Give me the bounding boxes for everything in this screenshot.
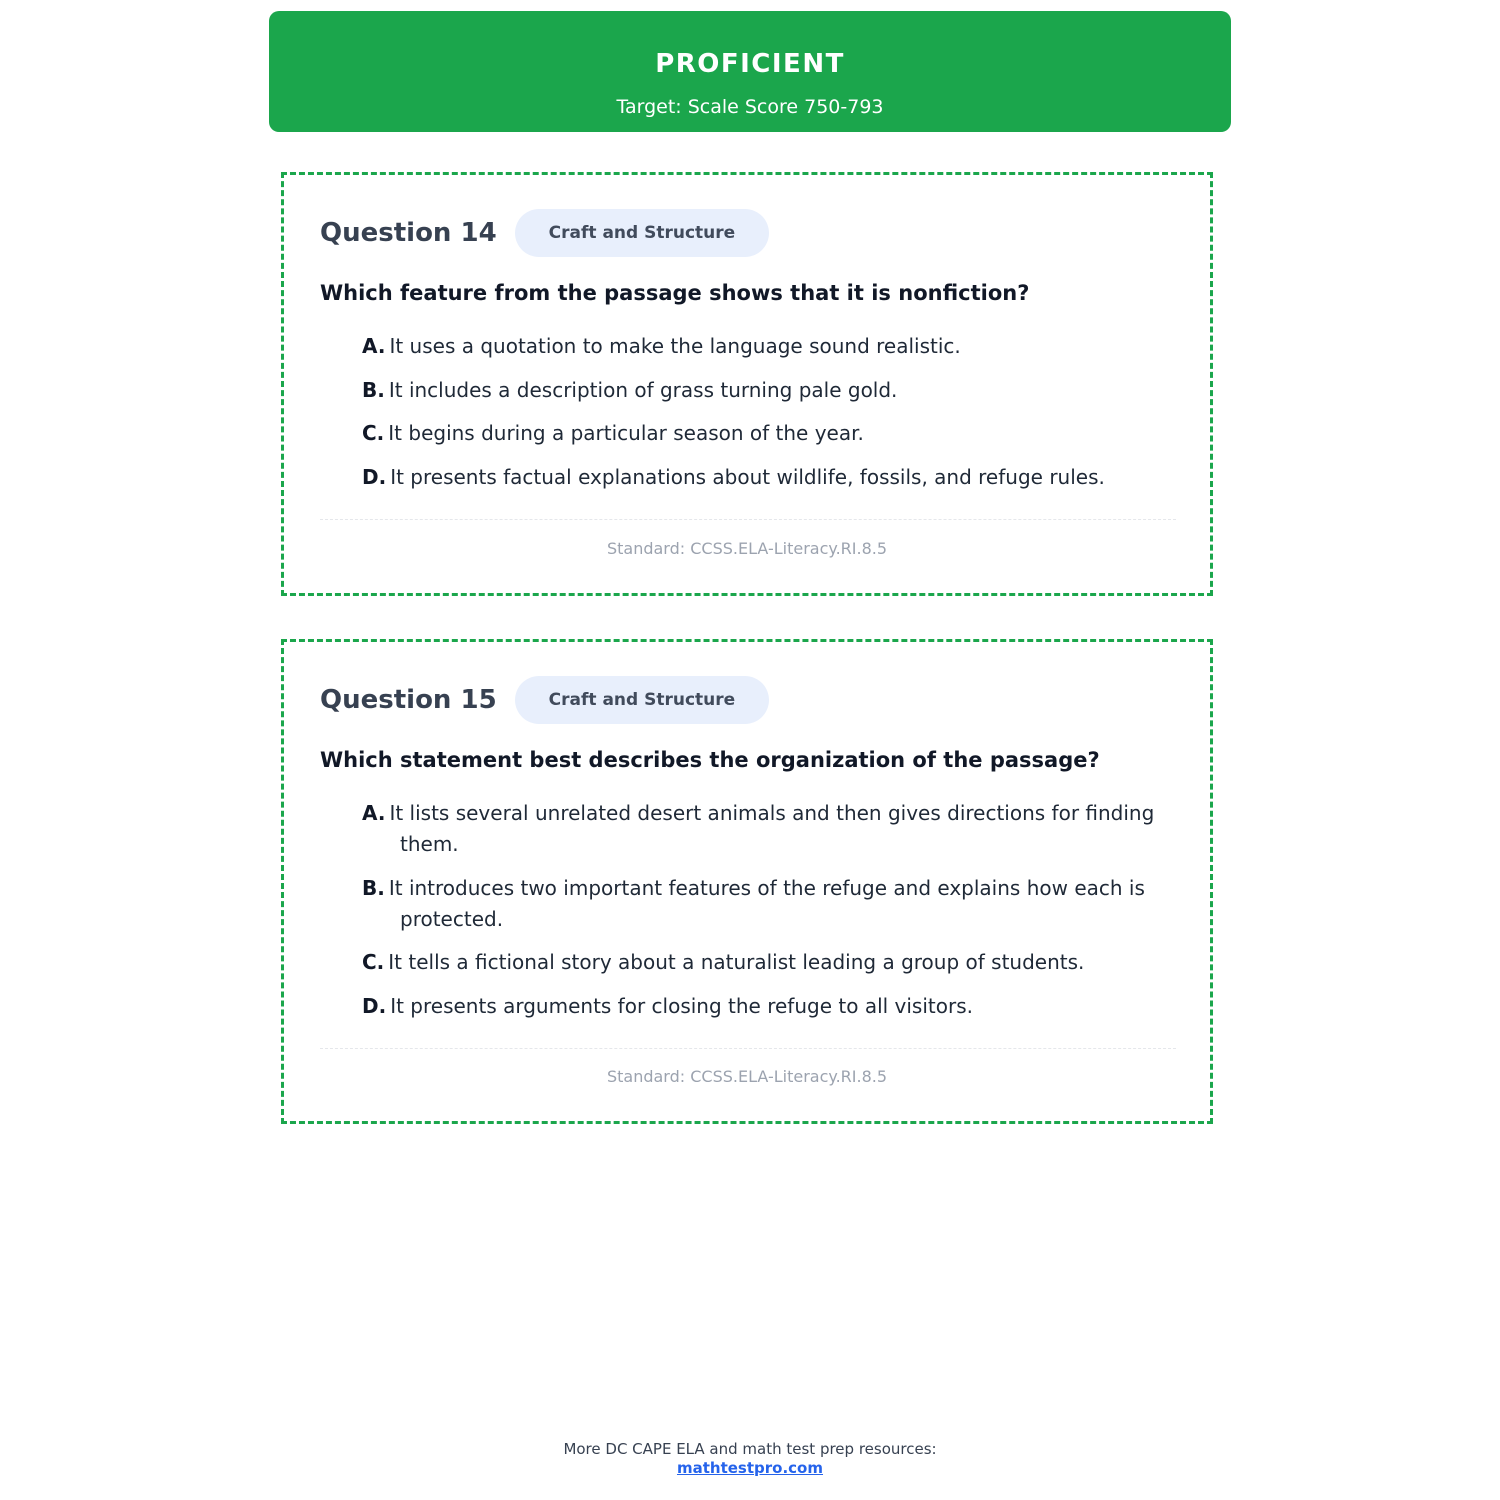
question-header bbox=[320, 675, 769, 725]
question-prompt: Which statement best describes the organization of the passage? bbox=[320, 748, 1100, 772]
option-letter: D. bbox=[362, 464, 387, 489]
question-number: Question 14 bbox=[320, 218, 497, 248]
option-text: It includes a description of grass turning pale gold. bbox=[388, 377, 898, 402]
footer-text: More DC CAPE ELA and math test prep resources: bbox=[563, 1440, 937, 1458]
option-letter: A. bbox=[362, 334, 386, 358]
option-text: It begins during a particular season of the year. bbox=[388, 421, 864, 445]
answer-option-a[interactable] bbox=[362, 798, 1180, 860]
answer-option-b[interactable] bbox=[362, 873, 1180, 935]
answer-option-c[interactable] bbox=[362, 947, 1180, 978]
category-tag: Craft and Structure bbox=[515, 676, 770, 724]
option-letter: A. bbox=[362, 801, 386, 825]
divider bbox=[320, 1048, 1176, 1049]
resource-link[interactable]: mathtestpro.com bbox=[676, 1459, 823, 1477]
option-text: It presents factual explanations about wildlife, fossils, and refuge rules. bbox=[390, 464, 1105, 489]
footer bbox=[0, 1440, 1500, 1478]
level-title: PROFICIENT bbox=[655, 49, 845, 79]
option-text: It uses a quotation to make the language sound realistic. bbox=[389, 334, 961, 358]
answer-option-c[interactable] bbox=[362, 418, 1180, 449]
question-card-15 bbox=[281, 639, 1213, 1124]
answer-option-d[interactable] bbox=[362, 462, 1180, 493]
option-text: It introduces two important features of the refuge and explains how each is protected. bbox=[388, 875, 1145, 931]
answer-option-d[interactable] bbox=[362, 991, 1180, 1022]
option-letter: B. bbox=[362, 377, 385, 402]
question-number: Question 15 bbox=[320, 685, 497, 715]
option-text: It tells a fictional story about a naturalist leading a group of students. bbox=[388, 950, 1085, 974]
category-tag: Craft and Structure bbox=[515, 209, 770, 257]
answer-option-a[interactable] bbox=[362, 331, 1180, 362]
option-text: It presents arguments for closing the refuge to all visitors. bbox=[390, 993, 973, 1018]
answer-option-b[interactable] bbox=[362, 375, 1180, 406]
option-letter: B. bbox=[362, 875, 385, 900]
option-letter: C. bbox=[362, 950, 385, 974]
question-header bbox=[320, 208, 769, 258]
option-letter: D. bbox=[362, 993, 387, 1018]
answer-options bbox=[362, 798, 1180, 1034]
option-letter: C. bbox=[362, 421, 385, 445]
level-banner bbox=[269, 11, 1231, 132]
divider bbox=[320, 519, 1176, 520]
question-card-14 bbox=[281, 172, 1213, 596]
option-text: It lists several unrelated desert animals and then gives directions for finding them. bbox=[389, 801, 1155, 856]
question-prompt: Which feature from the passage shows that it is nonfiction? bbox=[320, 281, 1030, 305]
standard-label: Standard: CCSS.ELA-Literacy.RI.8.5 bbox=[606, 1067, 888, 1086]
standard-label: Standard: CCSS.ELA-Literacy.RI.8.5 bbox=[606, 539, 888, 558]
target-score: Target: Scale Score 750-793 bbox=[616, 96, 884, 118]
answer-options bbox=[362, 331, 1180, 505]
